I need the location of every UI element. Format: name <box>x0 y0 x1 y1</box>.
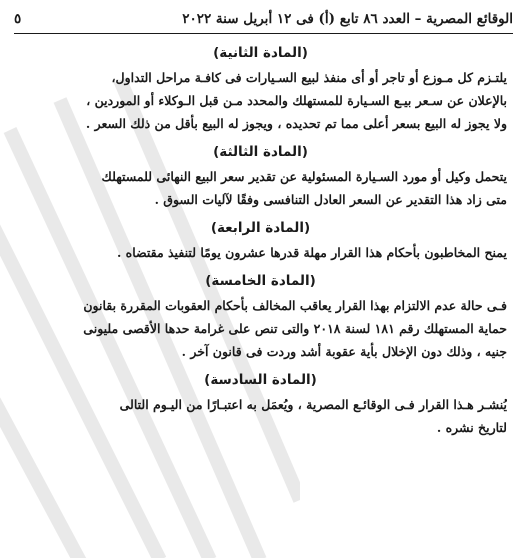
header-title: الوقائع المصرية – العدد ٨٦ تابع (أ) فى ١٢ أبريل سنة ٢٠٢٢ <box>182 11 513 27</box>
paragraph-line: حماية المستهلك رقم ١٨١ لسنة ٢٠١٨ والتى تنص على غرامة حدها الأقصى مليونى <box>83 321 507 336</box>
paragraph-line: يتحمل وكيل أو مورد السـيارة المسئولية عن تقدير سعر البيع النهائى للمستهلك <box>101 169 507 184</box>
article-title: (المادة الثالثة) <box>213 144 308 160</box>
article-3 <box>14 139 507 211</box>
article-5 <box>14 268 507 363</box>
paragraph-line: بالإعلان عن سـعر بيـع السـيارة للمستهلك والمحدد مـن قبل الـوكلاء أو الموردين ، <box>86 93 507 108</box>
paragraph-line: يُنشـر هـذا القرار فـى الوقائـع المصرية ، ويُعمَل به اعتبـارًا من اليـوم التالى <box>119 397 507 412</box>
header-divider <box>14 33 513 34</box>
article-paragraph <box>14 165 507 211</box>
article-6 <box>14 367 507 439</box>
article-4 <box>14 215 507 264</box>
paragraph-line: ولا يجوز له البيع بسعر أعلى مما تم تحديده ، ويجوز له البيع بأقل من ذلك السعر . <box>85 116 507 131</box>
paragraph-line: متى زاد هذا التقدير عن السعر العادل التنافسى وفقًا لآليات السوق . <box>154 192 507 207</box>
paragraph-line: يلتـزم كل مـوزع أو تاجر أو أى منفذ لبيع السـيارات فى كافـة مراحل التداول، <box>111 70 507 85</box>
article-paragraph <box>14 241 507 264</box>
paragraph-line: فـى حالة عدم الالتزام بهذا القرار يعاقب المخالف بأحكام العقوبات المقررة بقانون <box>83 298 507 313</box>
article-paragraph <box>14 393 507 439</box>
article-2 <box>14 40 507 135</box>
paragraph-line: لتاريخ نشره . <box>436 420 507 435</box>
paragraph-line: جنيه ، وذلك دون الإخلال بأية عقوبة أشد وردت فى قانون آخر . <box>181 344 507 359</box>
article-paragraph <box>14 294 507 363</box>
paragraph-line: يمنح المخاطبون بأحكام هذا القرار مهلة قدرها عشرون يومًا لتنفيذ مقتضاه . <box>116 245 507 260</box>
article-title: (المادة الرابعة) <box>210 220 311 236</box>
document-body <box>14 40 507 443</box>
article-title: (المادة السادسة) <box>204 372 317 388</box>
article-title: (المادة الخامسة) <box>205 273 316 289</box>
article-paragraph <box>14 66 507 135</box>
page-header <box>14 8 513 30</box>
page-number: ٥ <box>14 11 22 27</box>
article-title: (المادة الثانية) <box>213 45 308 61</box>
